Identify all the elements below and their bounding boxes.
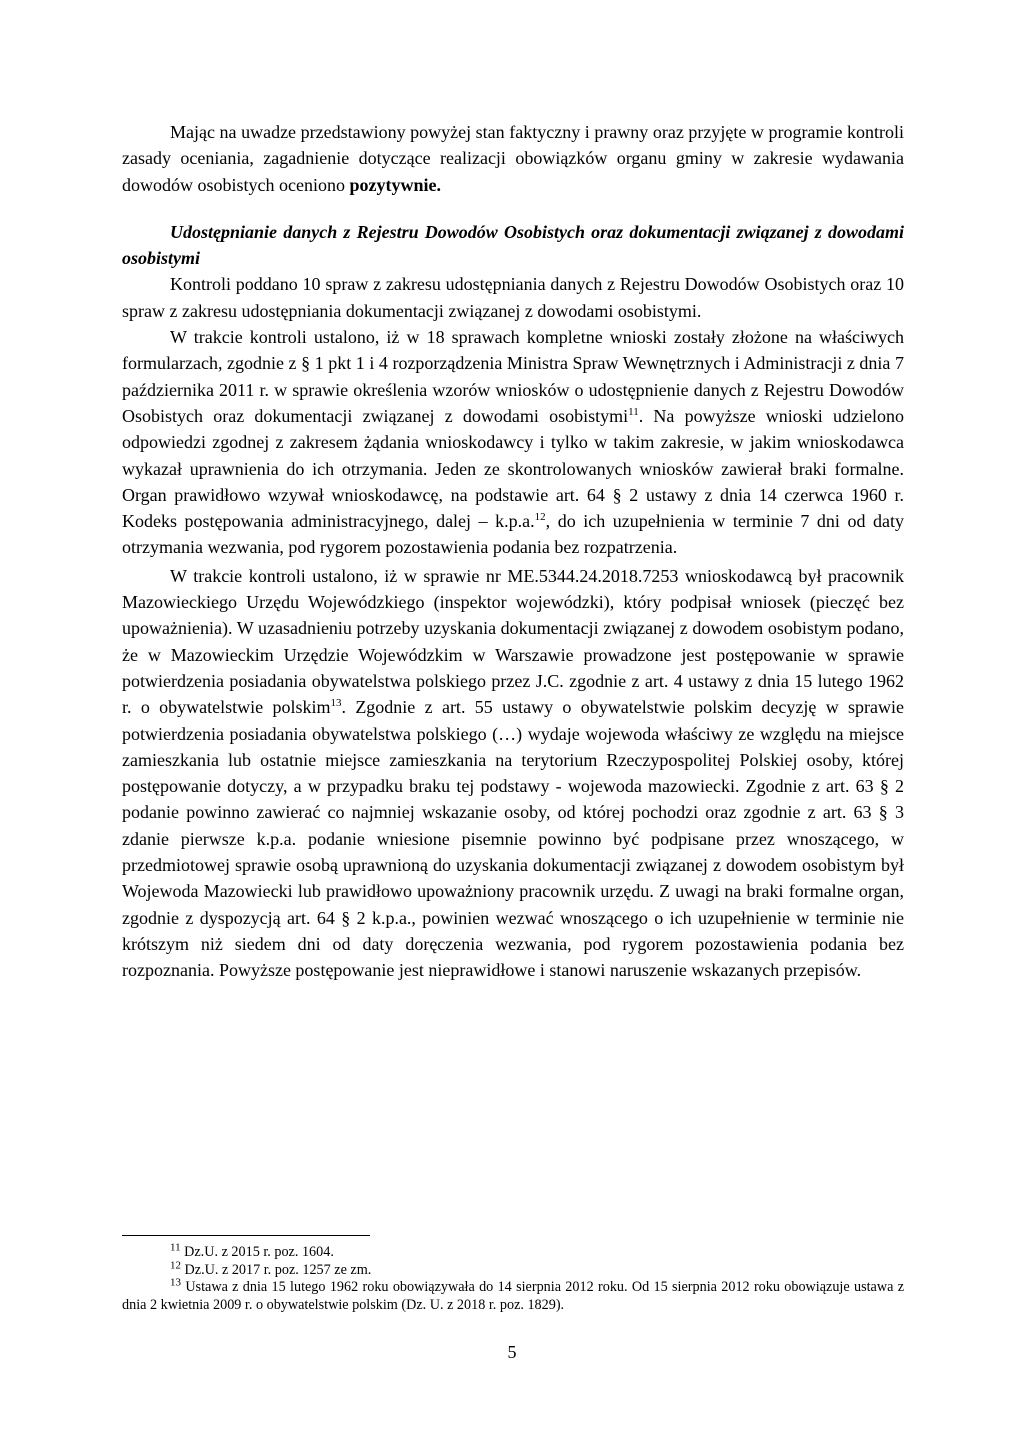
footnote-text: Ustawa z dnia 15 lutego 1962 roku obowiązywała do 14 sierpnia 2012 roku. Od 15 sierpnia 2012 roku obowiązuje ustawa z dnia 2 kwietnia 2009 r. o obywatelstwie polskim (Dz. U. z 2018 r. poz. 1829).: [122, 1279, 904, 1313]
footnote-number: 13: [170, 1276, 181, 1289]
footnote-text: Dz.U. z 2015 r. poz. 1604.: [180, 1244, 334, 1260]
footnote-number: 12: [170, 1258, 181, 1271]
footnote-ref-13: 13: [330, 697, 342, 710]
paragraph-findings-text-a: W trakcie kontroli ustalono, iż w 18 sprawach kompletne wnioski zostały złożone na właściwych formularzach, zgodnie z § 1 pkt 1 i 4 rozporządzenia Ministra Spraw Wewnętrznych i Administracji z dnia 7 października 2011 r. w sprawie określenia wzorów wniosków o udostępnienie danych z Rejestru Dowodów Osobistych oraz dokumentacji związanej z dowodami osobistymi: [122, 327, 904, 426]
paragraph-findings: [122, 324, 904, 561]
footnote-13: [122, 1276, 904, 1314]
document-body: [122, 119, 904, 984]
section-title: Udostępnianie danych z Rejestru Dowodów Osobistych oraz dokumentacji związanej z dowodami osobistymi: [122, 221, 904, 269]
paragraph-case-review: [122, 563, 904, 984]
footnote-12: [122, 1258, 904, 1280]
paragraph-findings-text-b: . Na powyższe wnioski udzielono odpowiedzi zgodnej z zakresem żądania wnioskodawcy i tylko w takim zakresie, w jakim wnioskodawca wykazał uprawnienia do ich otrzymania. Jeden ze skontrolowanych wniosków zawierał braki formalne. Organ prawidłowo wzywał wnioskodawcę, na podstawie art. 64 § 2 ustawy z dnia 14 czerwca 1960 r. Kodeks postępowania administracyjnego, dalej – k.p.a.: [122, 405, 904, 532]
paragraph-case-review-text-b: . Zgodnie z art. 55 ustawy o obywatelstwie polskim decyzję w sprawie potwierdzenia posiadania obywatelstwa polskiego (…) wydaje wojewoda właściwy ze względu na miejsce zamieszkania lub ostatnie miejsce zamieszkania na terytorium Rzeczypospolitej Polskiej osoby, której postępowanie dotyczy, a w przypadku braku tej podstawy - wojewoda mazowiecki. Zgodnie z art. 63 § 2 podanie powinno zawierać co najmniej wskazanie osoby, od której pochodzi oraz zgodnie z art. 63 § 3 zdanie pierwsze k.p.a. podanie wniesione pisemnie powinno być podpisane przez wnoszącego, w przedmiotowej sprawie osobą uprawnioną do uzyskania dokumentacji związanej z dowodem osobistym był Wojewoda Mazowiecki lub prawidłowo upoważniony pracownik urzędu. Z uwagi na braki formalne organ, zgodnie z dyspozycją art. 64 § 2 k.p.a., powinien wezwać wnoszącego o ich uzupełnienie w terminie nie krótszym niż siedem dni od daty doręczenia wezwania, pod rygorem pozostawienia podania bez rozpoznania. Powyższe postępowanie jest nieprawidłowe i stanowi naruszenie wskazanych przepisów.: [122, 697, 905, 981]
paragraph-assessment-text: Mając na uwadze przedstawiony powyżej stan faktyczny i prawny oraz przyjęte w programie kontroli zasady oceniania, zagadnienie dotyczące realizacji obowiązków organu gminy w zakresie wydawania dowodów osobistych oceniono: [122, 122, 904, 195]
footnote-ref-12: 12: [534, 511, 546, 524]
footnote-11: [122, 1241, 904, 1262]
page-number: 5: [507, 1342, 517, 1362]
paragraph-findings-text-c: , do ich uzupełnienia w terminie 7 dni od daty otrzymania wezwania, pod rygorem pozostawienia podania bez rozpatrzenia.: [122, 511, 904, 558]
paragraph-case-review-text-a: W trakcie kontroli ustalono, iż w sprawie nr ME.5344.24.2018.7253 wnioskodawcą był pracownik Mazowieckiego Urzędu Wojewódzkiego (inspektor wojewódzki), który podpisał wniosek (pieczęć bez upoważnienia). W uzasadnieniu potrzeby uzyskania dokumentacji związanej z dowodem osobistym podano, że w Mazowieckim Urzędzie Wojewódzkim w Warszawie prowadzone jest postępowanie w sprawie potwierdzenia posiadania obywatelstwa polskiego przez J.C. zgodnie z art. 4 ustawy z dnia 15 lutego 1962 r. o obywatelstwie polskim: [122, 565, 904, 718]
footnotes: [122, 1241, 904, 1314]
footnote-ref-11: 11: [628, 405, 639, 418]
paragraph-assessment: [122, 119, 904, 198]
footnote-divider: [122, 1235, 370, 1236]
footnote-number: 11: [170, 1241, 181, 1254]
assessment-result: pozytywnie.: [349, 174, 441, 195]
paragraph-scope: Kontroli poddano 10 spraw z zakresu udostępniania danych z Rejestru Dowodów Osobistych oraz 10 spraw z zakresu udostępniania dokumentacji związanej z dowodami osobistymi.: [122, 274, 904, 321]
footnote-text: Dz.U. z 2017 r. poz. 1257 ze zm.: [181, 1261, 372, 1278]
